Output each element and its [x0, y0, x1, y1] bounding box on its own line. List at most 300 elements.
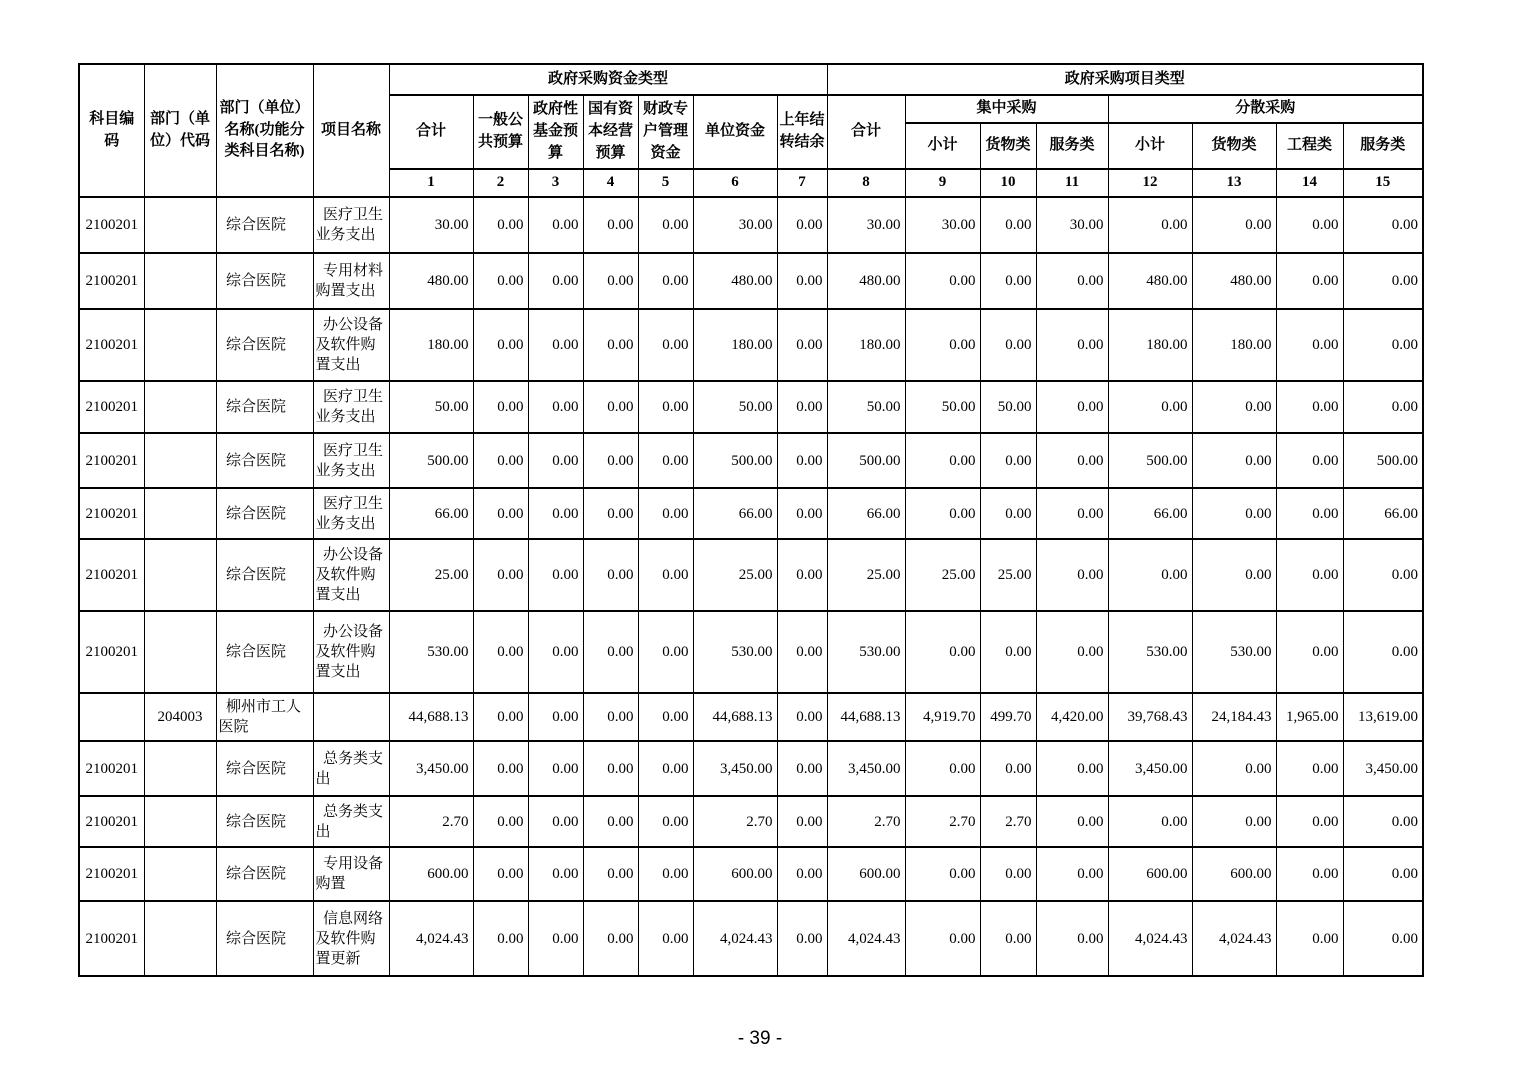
cell-value-col-15: 0.00 [1343, 253, 1423, 309]
cell-value-col-6: 180.00 [693, 309, 777, 381]
cell-project-name: 专用材料购置支出 [313, 253, 389, 309]
cell-value-col-5: 0.00 [638, 433, 693, 488]
cell-value-col-3: 0.00 [528, 539, 583, 611]
cell-dept-name: 综合医院 [216, 433, 313, 488]
cell-dept-name: 柳州市工人医院 [216, 693, 313, 741]
cell-value-col-4: 0.00 [583, 539, 638, 611]
cell-value-col-11: 0.00 [1036, 741, 1108, 796]
cell-dept-code [144, 741, 216, 796]
cell-value-col-15: 0.00 [1343, 611, 1423, 693]
cell-value-col-5: 0.00 [638, 796, 693, 847]
cell-value-col-8: 2.70 [827, 796, 905, 847]
cell-value-col-2: 0.00 [473, 539, 528, 611]
cell-value-col-13: 0.00 [1192, 741, 1276, 796]
cell-value-col-8: 600.00 [827, 847, 905, 901]
cell-project-name: 办公设备及软件购置支出 [313, 309, 389, 381]
cell-value-col-12: 3,450.00 [1108, 741, 1192, 796]
cell-value-col-10: 0.00 [980, 253, 1036, 309]
cell-value-col-3: 0.00 [528, 741, 583, 796]
cell-value-col-3: 0.00 [528, 253, 583, 309]
cell-value-col-12: 500.00 [1108, 433, 1192, 488]
cell-value-col-10: 25.00 [980, 539, 1036, 611]
cell-value-col-1: 600.00 [389, 847, 473, 901]
cell-value-col-9: 0.00 [905, 611, 980, 693]
cell-subject-code: 2100201 [79, 611, 144, 693]
cell-value-col-14: 0.00 [1276, 488, 1343, 539]
cell-project-name: 总务类支出 [313, 741, 389, 796]
cell-dept-name: 综合医院 [216, 611, 313, 693]
cell-value-col-12: 0.00 [1108, 197, 1192, 253]
cell-value-col-13: 530.00 [1192, 611, 1276, 693]
cell-value-col-15: 66.00 [1343, 488, 1423, 539]
cell-value-col-14: 0.00 [1276, 539, 1343, 611]
cell-value-col-5: 0.00 [638, 611, 693, 693]
cell-value-col-13: 180.00 [1192, 309, 1276, 381]
cell-value-col-9: 50.00 [905, 381, 980, 433]
cell-value-col-11: 0.00 [1036, 309, 1108, 381]
col-header-govt-fund-budget: 政府性基金预算 [528, 95, 583, 169]
cell-value-col-2: 0.00 [473, 381, 528, 433]
cell-value-col-14: 0.00 [1276, 901, 1343, 976]
cell-value-col-11: 0.00 [1036, 901, 1108, 976]
cell-subject-code: 2100201 [79, 741, 144, 796]
col-number: 13 [1192, 169, 1276, 197]
cell-value-col-8: 180.00 [827, 309, 905, 381]
col-header-carryover: 上年结转结余 [777, 95, 827, 169]
cell-value-col-8: 480.00 [827, 253, 905, 309]
cell-value-col-4: 0.00 [583, 197, 638, 253]
cell-value-col-2: 0.00 [473, 847, 528, 901]
table-row [79, 901, 1423, 976]
cell-value-col-2: 0.00 [473, 488, 528, 539]
col-number: 8 [827, 169, 905, 197]
cell-value-col-4: 0.00 [583, 253, 638, 309]
col-header-decentralized-subtotal: 小计 [1108, 123, 1192, 169]
col-number: 10 [980, 169, 1036, 197]
cell-value-col-15: 0.00 [1343, 539, 1423, 611]
cell-dept-name: 综合医院 [216, 253, 313, 309]
cell-project-name: 医疗卫生业务支出 [313, 381, 389, 433]
cell-value-col-12: 4,024.43 [1108, 901, 1192, 976]
cell-value-col-5: 0.00 [638, 901, 693, 976]
cell-value-col-6: 2.70 [693, 796, 777, 847]
cell-value-col-4: 0.00 [583, 309, 638, 381]
table-row [79, 539, 1423, 611]
cell-value-col-6: 500.00 [693, 433, 777, 488]
cell-value-col-6: 30.00 [693, 197, 777, 253]
cell-value-col-11: 0.00 [1036, 611, 1108, 693]
cell-value-col-13: 0.00 [1192, 381, 1276, 433]
col-number: 3 [528, 169, 583, 197]
cell-value-col-1: 4,024.43 [389, 901, 473, 976]
table-row [79, 433, 1423, 488]
table-row [79, 741, 1423, 796]
cell-project-name: 医疗卫生业务支出 [313, 488, 389, 539]
cell-dept-name: 综合医院 [216, 741, 313, 796]
cell-value-col-1: 3,450.00 [389, 741, 473, 796]
cell-value-col-5: 0.00 [638, 488, 693, 539]
cell-value-col-9: 0.00 [905, 488, 980, 539]
cell-value-col-6: 480.00 [693, 253, 777, 309]
cell-dept-name: 综合医院 [216, 197, 313, 253]
cell-value-col-11: 0.00 [1036, 433, 1108, 488]
table-row [79, 253, 1423, 309]
cell-value-col-4: 0.00 [583, 796, 638, 847]
cell-dept-code [144, 611, 216, 693]
cell-value-col-8: 44,688.13 [827, 693, 905, 741]
table-row [79, 309, 1423, 381]
cell-value-col-8: 25.00 [827, 539, 905, 611]
cell-value-col-11: 0.00 [1036, 539, 1108, 611]
cell-value-col-1: 180.00 [389, 309, 473, 381]
cell-dept-code [144, 901, 216, 976]
cell-value-col-13: 4,024.43 [1192, 901, 1276, 976]
group-header-fund-type: 政府采购资金类型 [389, 64, 827, 95]
cell-value-col-3: 0.00 [528, 488, 583, 539]
cell-dept-name: 综合医院 [216, 847, 313, 901]
col-header-decentralized-engineering: 工程类 [1276, 123, 1343, 169]
cell-value-col-6: 44,688.13 [693, 693, 777, 741]
cell-subject-code: 2100201 [79, 197, 144, 253]
cell-value-col-14: 0.00 [1276, 796, 1343, 847]
cell-value-col-9: 30.00 [905, 197, 980, 253]
cell-value-col-4: 0.00 [583, 693, 638, 741]
header-row-groups [79, 64, 1423, 95]
cell-dept-code [144, 847, 216, 901]
cell-value-col-13: 600.00 [1192, 847, 1276, 901]
col-header-dept-name: 部门（单位）名称(功能分类科目名称) [216, 64, 313, 197]
cell-value-col-12: 66.00 [1108, 488, 1192, 539]
cell-value-col-4: 0.00 [583, 901, 638, 976]
cell-value-col-10: 0.00 [980, 741, 1036, 796]
cell-value-col-4: 0.00 [583, 381, 638, 433]
cell-value-col-15: 500.00 [1343, 433, 1423, 488]
cell-value-col-3: 0.00 [528, 847, 583, 901]
cell-dept-code [144, 253, 216, 309]
cell-value-col-8: 4,024.43 [827, 901, 905, 976]
cell-value-col-5: 0.00 [638, 309, 693, 381]
cell-value-col-8: 66.00 [827, 488, 905, 539]
cell-value-col-7: 0.00 [777, 901, 827, 976]
cell-value-col-6: 530.00 [693, 611, 777, 693]
col-number: 2 [473, 169, 528, 197]
cell-dept-code [144, 381, 216, 433]
cell-subject-code: 2100201 [79, 796, 144, 847]
cell-value-col-7: 0.00 [777, 197, 827, 253]
cell-project-name [313, 693, 389, 741]
table-row [79, 488, 1423, 539]
cell-value-col-4: 0.00 [583, 847, 638, 901]
cell-value-col-2: 0.00 [473, 796, 528, 847]
cell-value-col-3: 0.00 [528, 693, 583, 741]
cell-value-col-12: 530.00 [1108, 611, 1192, 693]
cell-value-col-9: 4,919.70 [905, 693, 980, 741]
cell-subject-code [79, 693, 144, 741]
cell-value-col-12: 600.00 [1108, 847, 1192, 901]
cell-dept-name: 综合医院 [216, 796, 313, 847]
cell-value-col-5: 0.00 [638, 741, 693, 796]
cell-value-col-7: 0.00 [777, 611, 827, 693]
cell-value-col-6: 600.00 [693, 847, 777, 901]
cell-project-name: 信息网络及软件购置更新 [313, 901, 389, 976]
table-row [79, 197, 1423, 253]
cell-project-name: 医疗卫生业务支出 [313, 197, 389, 253]
col-number: 6 [693, 169, 777, 197]
cell-value-col-8: 500.00 [827, 433, 905, 488]
cell-value-col-2: 0.00 [473, 611, 528, 693]
cell-value-col-1: 50.00 [389, 381, 473, 433]
cell-value-col-5: 0.00 [638, 381, 693, 433]
cell-value-col-8: 30.00 [827, 197, 905, 253]
cell-value-col-3: 0.00 [528, 796, 583, 847]
cell-value-col-10: 0.00 [980, 433, 1036, 488]
cell-value-col-7: 0.00 [777, 381, 827, 433]
col-header-centralized-subtotal: 小计 [905, 123, 980, 169]
cell-value-col-9: 0.00 [905, 309, 980, 381]
cell-value-col-1: 25.00 [389, 539, 473, 611]
cell-value-col-10: 499.70 [980, 693, 1036, 741]
col-header-decentralized-services: 服务类 [1343, 123, 1423, 169]
cell-value-col-1: 2.70 [389, 796, 473, 847]
cell-value-col-7: 0.00 [777, 539, 827, 611]
col-header-centralized-goods: 货物类 [980, 123, 1036, 169]
cell-value-col-2: 0.00 [473, 433, 528, 488]
cell-value-col-15: 13,619.00 [1343, 693, 1423, 741]
cell-value-col-15: 0.00 [1343, 197, 1423, 253]
cell-value-col-15: 0.00 [1343, 381, 1423, 433]
cell-value-col-10: 0.00 [980, 901, 1036, 976]
cell-project-name: 专用设备购置 [313, 847, 389, 901]
cell-value-col-4: 0.00 [583, 488, 638, 539]
col-number: 12 [1108, 169, 1192, 197]
cell-value-col-7: 0.00 [777, 433, 827, 488]
cell-value-col-9: 0.00 [905, 901, 980, 976]
table-row [79, 693, 1423, 741]
cell-value-col-11: 0.00 [1036, 253, 1108, 309]
cell-value-col-7: 0.00 [777, 741, 827, 796]
cell-value-col-15: 3,450.00 [1343, 741, 1423, 796]
cell-value-col-10: 50.00 [980, 381, 1036, 433]
cell-value-col-12: 0.00 [1108, 539, 1192, 611]
cell-value-col-14: 0.00 [1276, 197, 1343, 253]
cell-value-col-1: 500.00 [389, 433, 473, 488]
cell-dept-name: 综合医院 [216, 309, 313, 381]
cell-value-col-11: 4,420.00 [1036, 693, 1108, 741]
cell-project-name: 总务类支出 [313, 796, 389, 847]
cell-value-col-5: 0.00 [638, 847, 693, 901]
table-row [79, 847, 1423, 901]
cell-subject-code: 2100201 [79, 381, 144, 433]
cell-dept-name: 综合医院 [216, 381, 313, 433]
cell-value-col-9: 0.00 [905, 847, 980, 901]
cell-value-col-14: 1,965.00 [1276, 693, 1343, 741]
cell-value-col-11: 0.00 [1036, 847, 1108, 901]
cell-value-col-11: 0.00 [1036, 381, 1108, 433]
table-row [79, 381, 1423, 433]
cell-value-col-6: 3,450.00 [693, 741, 777, 796]
col-header-dept-code: 部门（单位）代码 [144, 64, 216, 197]
cell-value-col-14: 0.00 [1276, 433, 1343, 488]
col-header-centralized-services: 服务类 [1036, 123, 1108, 169]
col-number: 9 [905, 169, 980, 197]
col-header-project-name: 项目名称 [313, 64, 389, 197]
cell-subject-code: 2100201 [79, 433, 144, 488]
cell-value-col-13: 0.00 [1192, 539, 1276, 611]
cell-value-col-1: 30.00 [389, 197, 473, 253]
cell-value-col-4: 0.00 [583, 741, 638, 796]
cell-value-col-8: 50.00 [827, 381, 905, 433]
cell-value-col-10: 2.70 [980, 796, 1036, 847]
cell-value-col-6: 25.00 [693, 539, 777, 611]
cell-value-col-9: 2.70 [905, 796, 980, 847]
cell-subject-code: 2100201 [79, 309, 144, 381]
cell-value-col-5: 0.00 [638, 539, 693, 611]
cell-dept-name: 综合医院 [216, 901, 313, 976]
cell-value-col-3: 0.00 [528, 611, 583, 693]
cell-value-col-6: 4,024.43 [693, 901, 777, 976]
page-number: - 39 - [737, 1028, 783, 1049]
cell-project-name: 办公设备及软件购置支出 [313, 611, 389, 693]
cell-value-col-14: 0.00 [1276, 253, 1343, 309]
cell-value-col-10: 0.00 [980, 309, 1036, 381]
cell-value-col-10: 0.00 [980, 611, 1036, 693]
cell-value-col-13: 0.00 [1192, 433, 1276, 488]
col-header-decentralized-goods: 货物类 [1192, 123, 1276, 169]
cell-value-col-12: 0.00 [1108, 796, 1192, 847]
procurement-budget-table [78, 63, 1424, 977]
cell-value-col-7: 0.00 [777, 796, 827, 847]
cell-value-col-3: 0.00 [528, 433, 583, 488]
col-number: 15 [1343, 169, 1423, 197]
cell-value-col-5: 0.00 [638, 197, 693, 253]
cell-value-col-1: 44,688.13 [389, 693, 473, 741]
cell-dept-name: 综合医院 [216, 539, 313, 611]
cell-value-col-2: 0.00 [473, 901, 528, 976]
cell-value-col-13: 0.00 [1192, 488, 1276, 539]
group-header-project-type: 政府采购项目类型 [827, 64, 1423, 95]
col-header-general-public-budget: 一般公共预算 [473, 95, 528, 169]
cell-subject-code: 2100201 [79, 901, 144, 976]
cell-value-col-14: 0.00 [1276, 309, 1343, 381]
cell-project-name: 办公设备及软件购置支出 [313, 539, 389, 611]
col-header-unit-funds: 单位资金 [693, 95, 777, 169]
cell-value-col-10: 0.00 [980, 488, 1036, 539]
cell-value-col-7: 0.00 [777, 488, 827, 539]
cell-value-col-8: 530.00 [827, 611, 905, 693]
cell-dept-name: 综合医院 [216, 488, 313, 539]
cell-dept-code [144, 433, 216, 488]
cell-value-col-15: 0.00 [1343, 901, 1423, 976]
cell-value-col-13: 24,184.43 [1192, 693, 1276, 741]
cell-dept-code [144, 197, 216, 253]
cell-value-col-7: 0.00 [777, 693, 827, 741]
cell-subject-code: 2100201 [79, 253, 144, 309]
cell-value-col-14: 0.00 [1276, 741, 1343, 796]
col-header-fiscal-account-funds: 财政专户管理资金 [638, 95, 693, 169]
cell-value-col-12: 180.00 [1108, 309, 1192, 381]
cell-value-col-7: 0.00 [777, 847, 827, 901]
cell-value-col-14: 0.00 [1276, 611, 1343, 693]
cell-value-col-4: 0.00 [583, 433, 638, 488]
cell-value-col-3: 0.00 [528, 381, 583, 433]
cell-dept-code [144, 796, 216, 847]
cell-value-col-15: 0.00 [1343, 796, 1423, 847]
cell-dept-code: 204003 [144, 693, 216, 741]
cell-value-col-8: 3,450.00 [827, 741, 905, 796]
cell-value-col-14: 0.00 [1276, 381, 1343, 433]
cell-value-col-1: 480.00 [389, 253, 473, 309]
col-header-state-capital-budget: 国有资本经营预算 [583, 95, 638, 169]
col-number: 5 [638, 169, 693, 197]
group-header-centralized: 集中采购 [905, 95, 1108, 123]
cell-value-col-13: 0.00 [1192, 796, 1276, 847]
cell-dept-code [144, 539, 216, 611]
cell-value-col-10: 0.00 [980, 197, 1036, 253]
cell-value-col-9: 25.00 [905, 539, 980, 611]
cell-value-col-13: 0.00 [1192, 197, 1276, 253]
table-row [79, 796, 1423, 847]
col-header-project-total: 合计 [827, 95, 905, 169]
cell-value-col-5: 0.00 [638, 253, 693, 309]
cell-value-col-9: 0.00 [905, 741, 980, 796]
cell-value-col-1: 66.00 [389, 488, 473, 539]
col-number: 14 [1276, 169, 1343, 197]
cell-value-col-15: 0.00 [1343, 309, 1423, 381]
group-header-decentralized: 分散采购 [1108, 95, 1423, 123]
col-number: 7 [777, 169, 827, 197]
cell-value-col-12: 0.00 [1108, 381, 1192, 433]
cell-value-col-2: 0.00 [473, 741, 528, 796]
cell-project-name: 医疗卫生业务支出 [313, 433, 389, 488]
cell-value-col-2: 0.00 [473, 197, 528, 253]
cell-value-col-1: 530.00 [389, 611, 473, 693]
cell-value-col-10: 0.00 [980, 847, 1036, 901]
col-number: 11 [1036, 169, 1108, 197]
cell-subject-code: 2100201 [79, 539, 144, 611]
cell-dept-code [144, 309, 216, 381]
cell-value-col-13: 480.00 [1192, 253, 1276, 309]
col-number: 1 [389, 169, 473, 197]
cell-value-col-12: 39,768.43 [1108, 693, 1192, 741]
cell-value-col-2: 0.00 [473, 693, 528, 741]
cell-subject-code: 2100201 [79, 847, 144, 901]
cell-value-col-11: 0.00 [1036, 488, 1108, 539]
cell-value-col-7: 0.00 [777, 253, 827, 309]
cell-value-col-3: 0.00 [528, 197, 583, 253]
cell-value-col-14: 0.00 [1276, 847, 1343, 901]
cell-value-col-2: 0.00 [473, 253, 528, 309]
col-header-subject-code: 科目编码 [79, 64, 144, 197]
cell-value-col-3: 0.00 [528, 309, 583, 381]
cell-value-col-5: 0.00 [638, 693, 693, 741]
cell-value-col-6: 50.00 [693, 381, 777, 433]
cell-value-col-2: 0.00 [473, 309, 528, 381]
col-header-fund-total: 合计 [389, 95, 473, 169]
cell-value-col-9: 0.00 [905, 433, 980, 488]
cell-value-col-7: 0.00 [777, 309, 827, 381]
cell-value-col-15: 0.00 [1343, 847, 1423, 901]
cell-value-col-4: 0.00 [583, 611, 638, 693]
table-row [79, 611, 1423, 693]
cell-value-col-3: 0.00 [528, 901, 583, 976]
cell-dept-code [144, 488, 216, 539]
cell-value-col-11: 0.00 [1036, 796, 1108, 847]
cell-value-col-9: 0.00 [905, 253, 980, 309]
cell-value-col-11: 30.00 [1036, 197, 1108, 253]
cell-value-col-6: 66.00 [693, 488, 777, 539]
cell-value-col-12: 480.00 [1108, 253, 1192, 309]
cell-subject-code: 2100201 [79, 488, 144, 539]
